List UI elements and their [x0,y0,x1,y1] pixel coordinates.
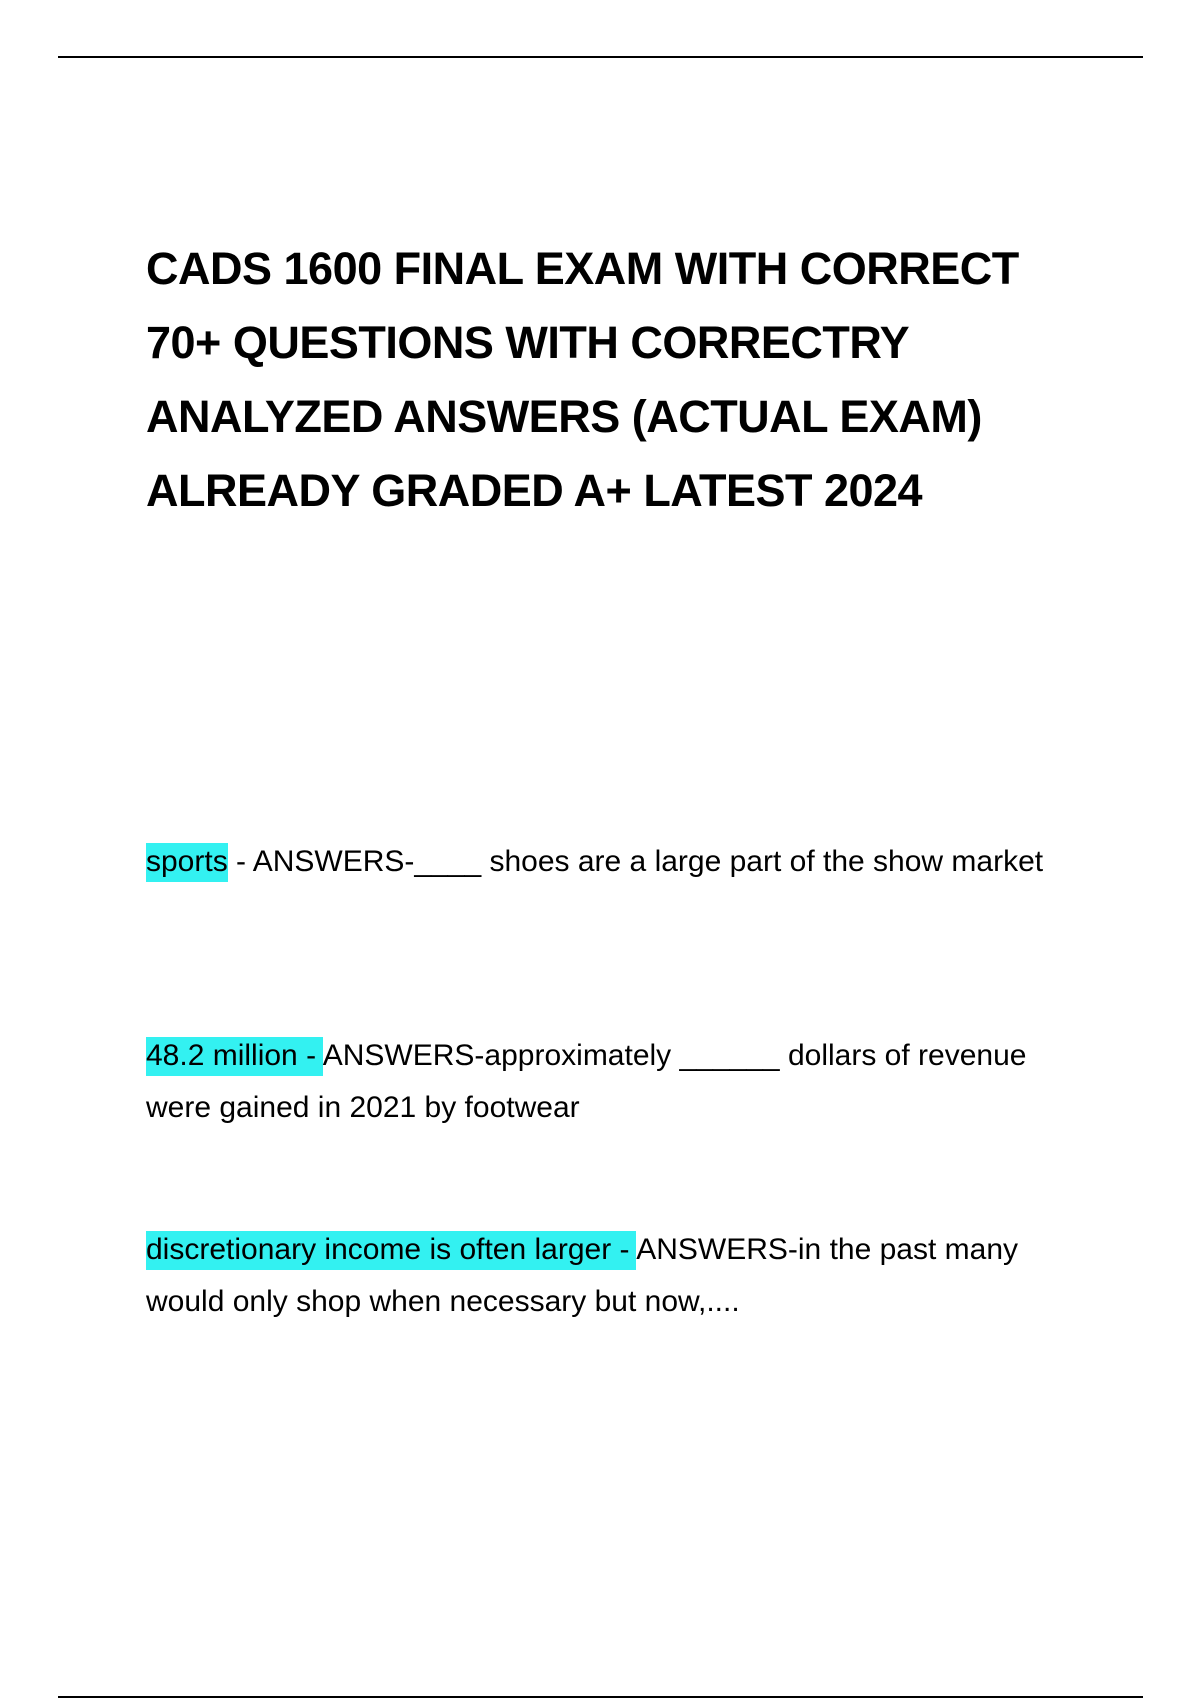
document-title [146,232,1046,528]
qa-item-revenue [146,1030,1046,1134]
title-line-2: 70+ QUESTIONS WITH CORRECTRY [146,317,910,368]
answer-text: ANSWERS-____ shoes are a large part of the show market [252,845,1044,878]
title-line-1: CADS 1600 FINAL EXAM WITH CORRECT [146,243,1019,294]
qa-item-discretionary-income [146,1224,1046,1328]
bottom-rule [58,1696,1143,1698]
title-line-3: ANALYZED ANSWERS (ACTUAL EXAM) [146,391,982,442]
top-rule [58,56,1143,58]
qa-item-sports [146,836,1046,888]
answer-text: ANSWERS-in the past many would only shop when necessary but now,.... [146,1233,1019,1318]
answer-text: ANSWERS-approximately ______ dollars of revenue were gained in 2021 by footwear [146,1039,1027,1124]
title-line-4: ALREADY GRADED A+ LATEST 2024 [146,465,923,516]
highlighted-term: discretionary income is often larger - [146,1231,636,1270]
term-separator: - [227,845,253,878]
highlighted-term: sports [146,843,228,882]
highlighted-term: 48.2 million - [146,1037,323,1076]
